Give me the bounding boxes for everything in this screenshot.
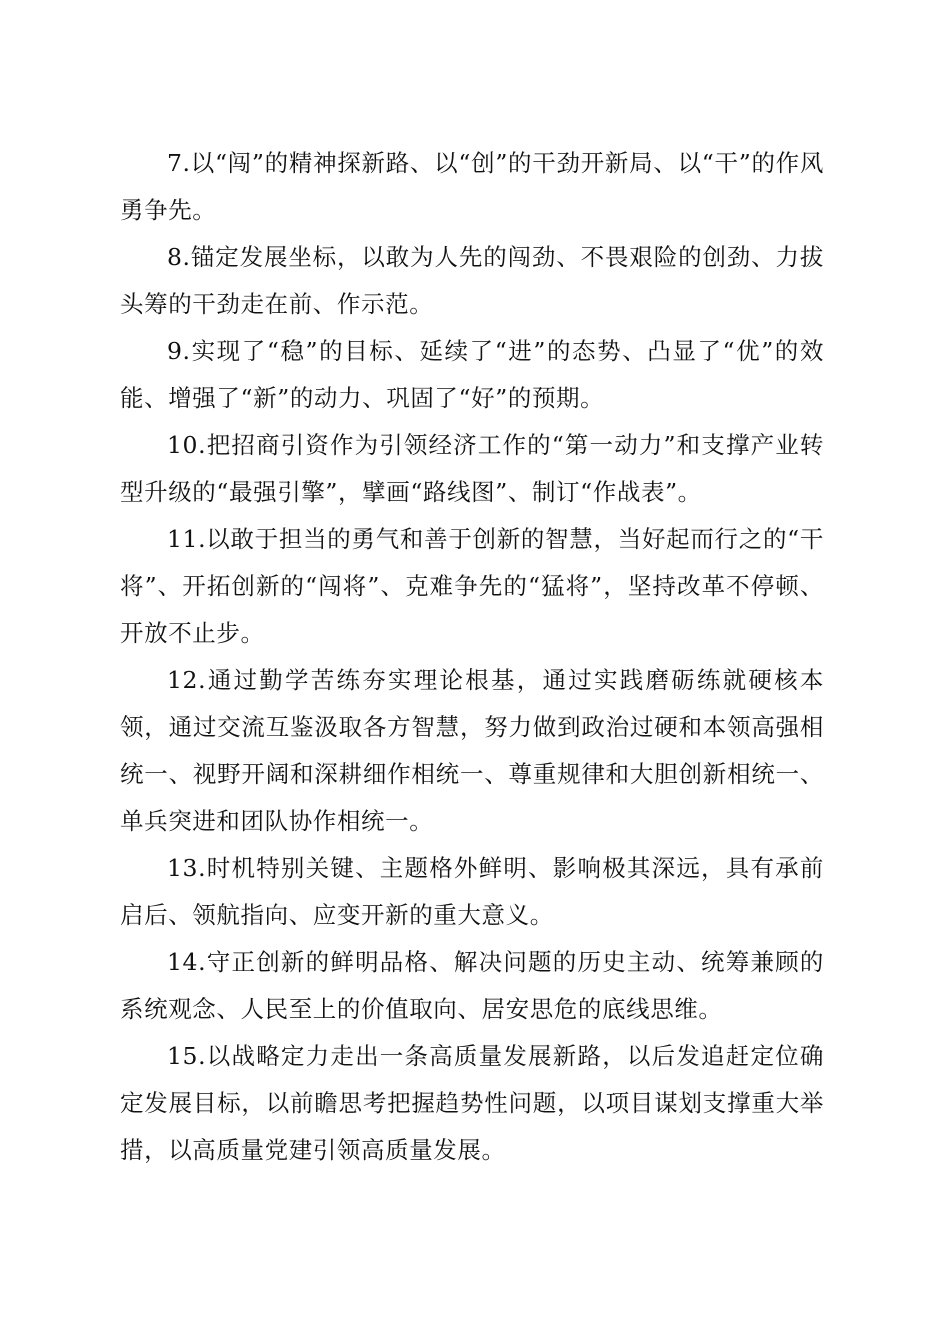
paragraph-15: 15.以战略定力走出一条高质量发展新路，以后发追赶定位确定发展目标，以前瞻思考把握趋势性问题，以项目谋划支撑重大举措，以高质量党建引领高质量发展。 xyxy=(120,1042,824,1164)
paragraph-12: 12.通过勤学苦练夯实理论根基，通过实践磨砺练就硬核本领，通过交流互鉴汲取各方智慧，努力做到政治过硬和本领高强相统一、视野开阔和深耕细作相统一、尊重规律和大胆创新相统一、单兵突进和团队协作相统一。 xyxy=(120,666,824,835)
paragraph-11: 11.以敢于担当的勇气和善于创新的智慧，当好起而行之的“干将”、开拓创新的“闯将”、克难争先的“猛将”，坚持改革不停顿、开放不止步。 xyxy=(120,525,824,647)
paragraph-7: 7.以“闯”的精神探新路、以“创”的干劲开新局、以“干”的作风勇争先。 xyxy=(120,149,824,224)
document-page xyxy=(120,140,824,1174)
paragraph-9: 9.实现了“稳”的目标、延续了“进”的态势、凸显了“优”的效能、增强了“新”的动力、巩固了“好”的预期。 xyxy=(120,337,824,412)
paragraph-10: 10.把招商引资作为引领经济工作的“第一动力”和支撑产业转型升级的“最强引擎”，擘画“路线图”、制订“作战表”。 xyxy=(120,431,824,506)
paragraph-13: 13.时机特别关键、主题格外鲜明、影响极其深远，具有承前启后、领航指向、应变开新的重大意义。 xyxy=(120,854,824,929)
paragraph-14: 14.守正创新的鲜明品格、解决问题的历史主动、统筹兼顾的系统观念、人民至上的价值取向、居安思危的底线思维。 xyxy=(120,948,824,1023)
paragraph-8: 8.锚定发展坐标，以敢为人先的闯劲、不畏艰险的创劲、力拔头筹的干劲走在前、作示范。 xyxy=(120,243,824,318)
